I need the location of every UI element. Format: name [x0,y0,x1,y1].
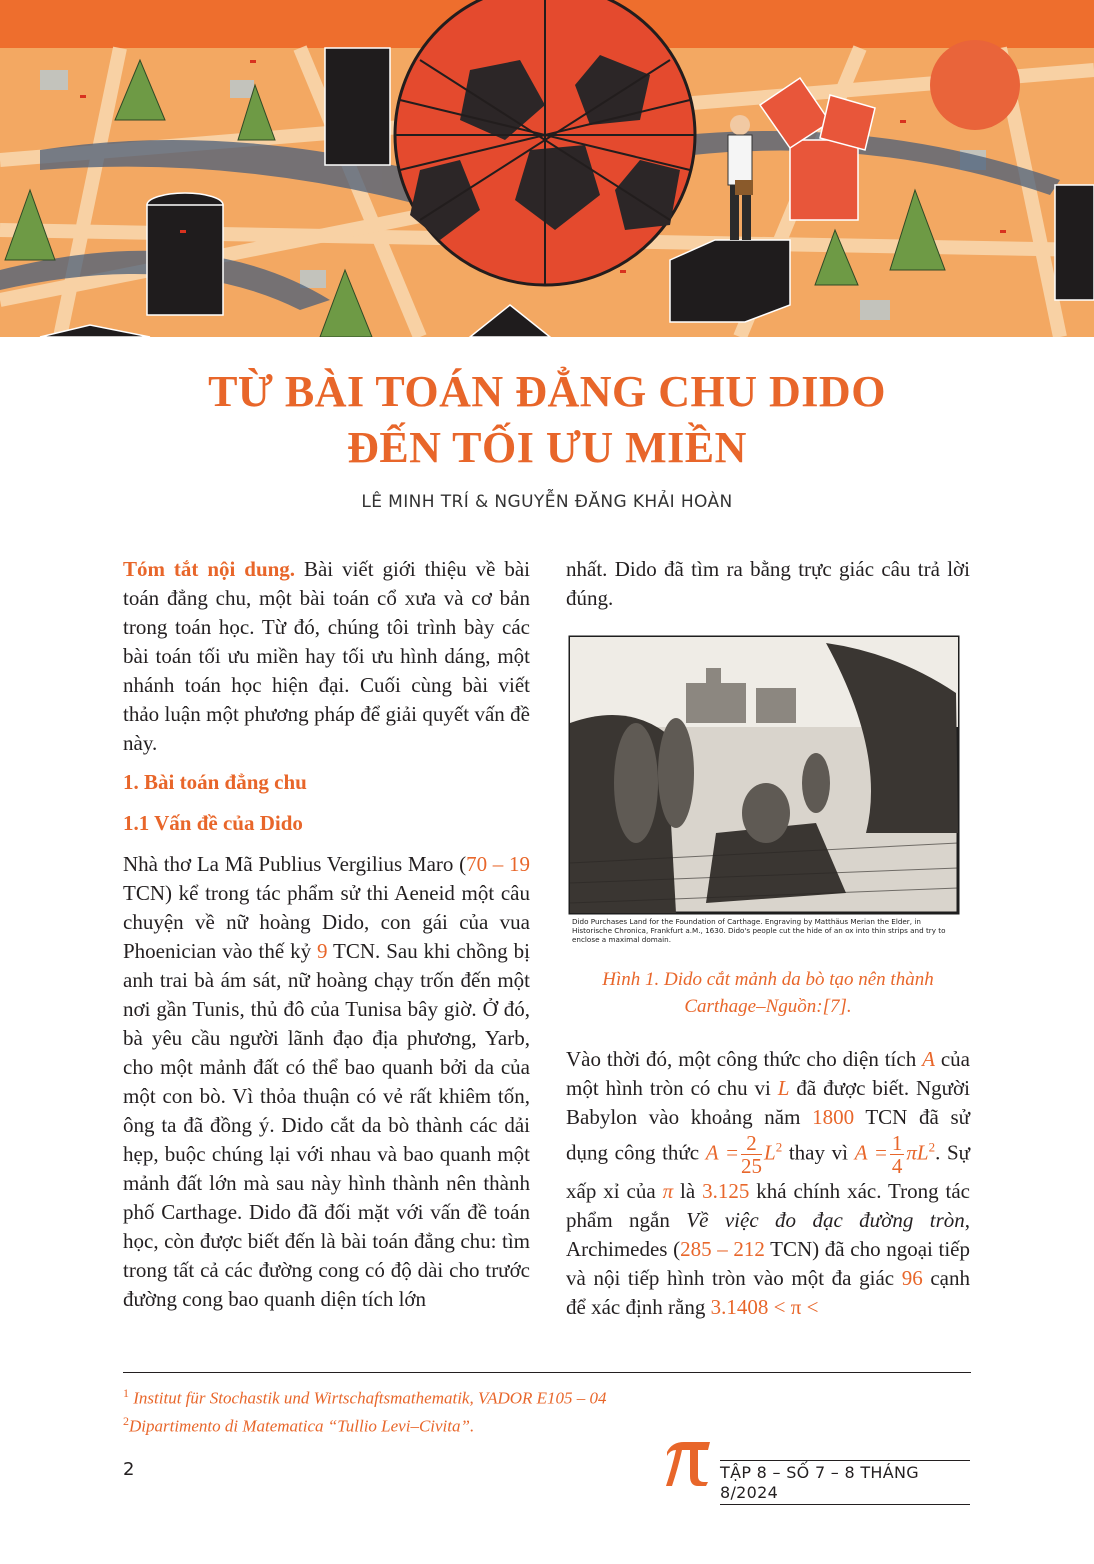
fraction-1-4: $\frac{1}{4}$ [891,1131,903,1178]
var-A: A [922,1047,935,1071]
figure-label: Hình 1 [602,969,655,990]
article-title-line-1: TỪ BÀI TOÁN ĐẲNG CHU DIDO [208,367,886,416]
abstract-text: Bài viết giới thiệu về bài toán đẳng chu, một bài toán cổ xưa và cơ bản trong toán học. Từ đó, chúng tôi trình bày các bài toán tối ưu miền hay tối ưu hình dáng, một nhánh toán học hiện đại. Cuối cùng bài viết thảo luận một phương pháp để giải quyết vấn đề này. [123,557,530,755]
abstract-label: Tóm tắt nội dung. [123,557,296,581]
formula-2-rhs: πL [906,1140,929,1165]
formula-1-lhs: A = [705,1140,740,1165]
year-1800: 1800 [812,1105,855,1129]
left-column [123,555,530,1314]
engraving-caption: Dido Purchases Land for the Foundation of Carthage. Engraving by Matthäus Merian the Elder, in Historische Chronica, Frankfurt a.M., 1630. Dido's people cut the hide of an ox into thin strips and try to enclose a maximal domain. [572,917,946,944]
section-heading-1-1: 1.1 Vấn đề của Dido [123,811,303,835]
paragraph-continuation: nhất. Dido đã tìm ra bằng trực giác câu trả lời đúng. [566,557,970,610]
issue-info: TẬP 8 – SỐ 7 – 8 THÁNG 8/2024 [720,1460,970,1505]
engraving-figure [566,633,962,945]
figure-caption [566,966,970,1020]
paragraph-dido: Nhà thơ La Mã Publius Vergilius Maro (70 – 19 TCN) kể trong tác phẩm sử thi Aeneid một câu chuyện về nữ hoàng Dido, con gái của vua Phoenician vào thế kỷ 9 TCN. Sau khi chồng bị anh trai bà ám sát, nữ hoàng chạy trốn đến một nơi gần Tunis, thủ đô của Tunisa bây giờ. Ở đó, bà yêu cầu người lãnh đạo địa phương, Yarb, cho một mảnh đất có thể bao quanh bởi da của một con bò. Vì thỏa thuận có vẻ rất khiêm tốn, ông ta đã đồng ý. Dido cắt da bò thành các dải hẹp, buộc chúng lại với nhau và bao quanh một mảnh đất lớn mà sau này hình thành nên thành phố Carthage. Dido đã đối mặt với vấn đề toán học, còn được biết đến là bài toán đẳng chu: tìm trong tất cả các đường cong có độ dài cho trước đường cong bao quanh diện tích lớn [123,852,531,1311]
right-column-body [566,1045,970,1322]
page-number: 2 [123,1459,135,1480]
pi-symbol: π [662,1179,674,1203]
formula-2-lhs: A = [854,1140,888,1165]
paragraph-babylon: Vào thời đó, một công thức cho diện tích A của một hình tròn có chu vi L đã được biết. Người Babylon vào khoảng năm 1800 TCN đã sử dụng công thức A = $\frac{2}{25}$ $L^2$ thay vì A = $\frac{1}{4}$ $\pi L^2$. Sự xấp xỉ của π là 3.125 khá chính xác. Trong tác phẩm ngắn Về việc đo đạc đường tròn, Archimedes (285 – 212 TCN) đã cho ngoại tiếp và nội tiếp hình tròn vào một đa giác 96 cạnh để xác định rằng 3.1408 < π < [566,1047,971,1319]
right-column-top [566,555,970,613]
pi-logo-icon [664,1438,712,1488]
var-L: L [777,1076,790,1100]
footnote-rule [123,1372,971,1373]
header-illustration [0,0,1094,337]
authors: LÊ MINH TRÍ & NGUYỄN ĐĂNG KHẢI HOÀN [361,492,733,512]
article-title-line-2: ĐẾN TỐI ƯU MIỀN [347,423,747,472]
footnote-1: $^1$ Institut für Stochastik und Wirtschaftsmathematik, VADOR E105 – 04 [123,1386,607,1408]
pi-inequality: 3.1408 < π < [710,1295,819,1319]
formula-1-rhs: L [764,1140,776,1165]
abstract [123,555,530,758]
section-heading-1: 1. Bài toán đẳng chu [123,770,307,794]
polygon-sides: 96 [901,1266,923,1290]
fraction-2-25: $\frac{2}{25}$ [741,1131,763,1178]
date-range: 70 – 19 [466,852,531,876]
work-title: Về việc đo đạc đường tròn [686,1208,965,1232]
century-number: 9 [317,939,328,963]
figure-caption-text: . Dido cắt mảnh da bò tạo nên thành Carthage–Nguồn:[7]. [654,969,934,1017]
archimedes-dates: 285 – 212 [680,1237,765,1261]
pi-approximation: 3.125 [702,1179,750,1203]
footnote-2: $^2$Dipartimento di Matematica “Tullio Levi–Civita”. [123,1414,475,1436]
